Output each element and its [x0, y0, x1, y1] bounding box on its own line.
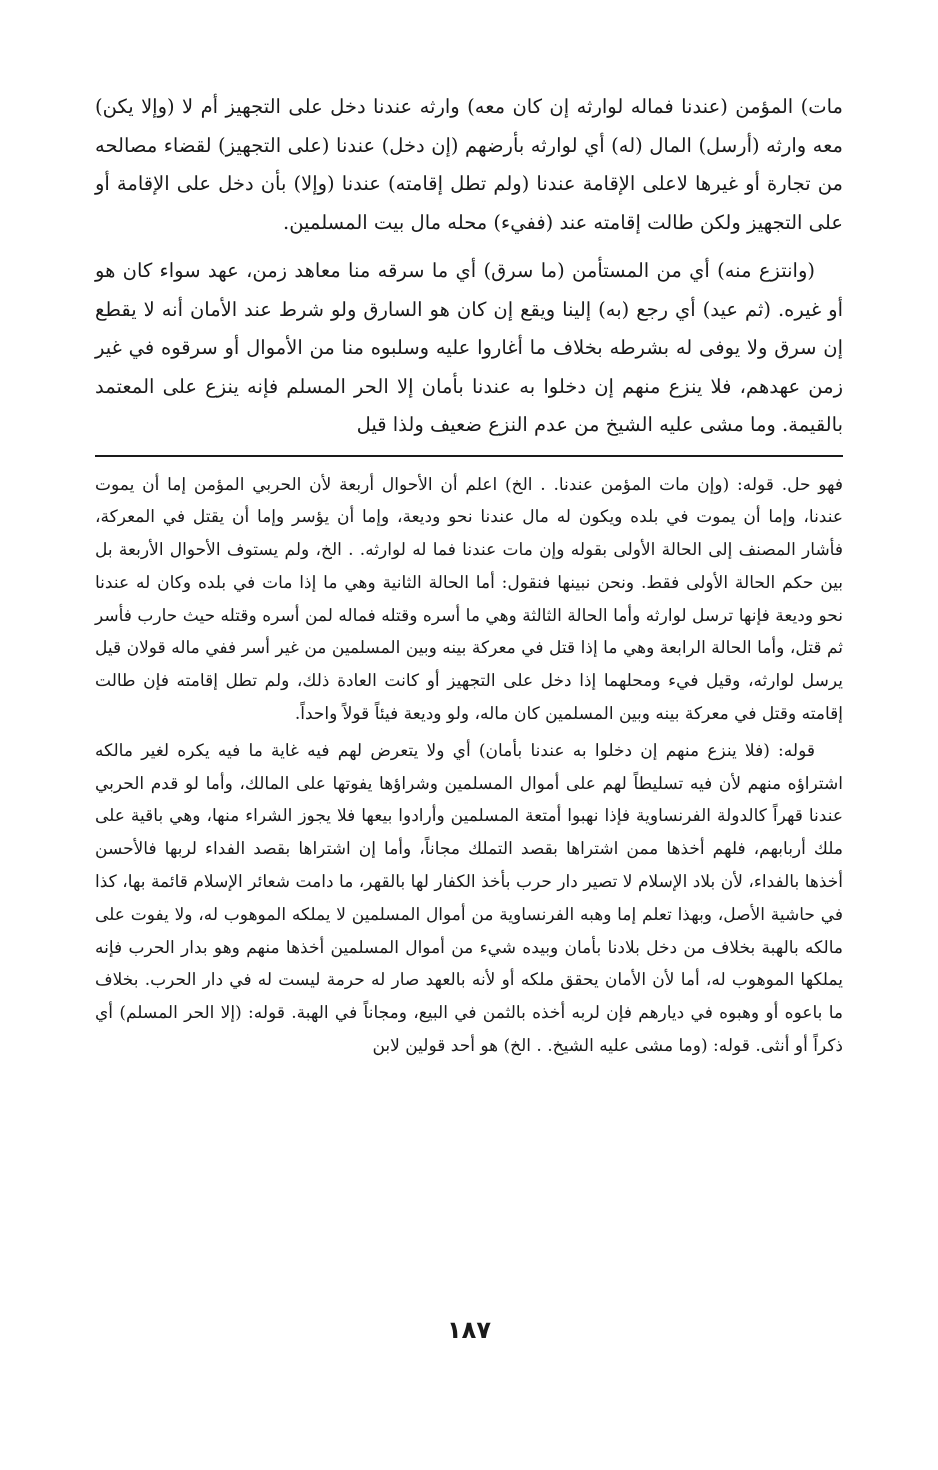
page-number: ١٨٧ — [447, 1316, 491, 1344]
page-body — [95, 88, 843, 1067]
main-paragraph-1: مات) المؤمن (عندنا فماله لوارثه إن كان معه) وارثه عندنا دخل على التجهيز أم لا (وإلا يكن) معه وارثه (أرسل) المال (له) أي لوارثه بأرضهم (إن دخل) عندنا (على التجهيز) لقضاء مصالحه من تجارة أو غيرها لاعلى الإقامة عندنا (ولم تطل إقامته) عندنا (وإلا) بأن دخل على الإقامة أو على التجهيز ولكن طالت إقامته عند (ففيء) محله مال بيت المسلمين. — [95, 95, 843, 234]
main-paragraph-2: (وانتزع منه) أي من المستأمن (ما سرق) أي ما سرقه منا معاهد زمن، عهد سواء كان هو أو غيره. (ثم عيد) أي رجع (به) إلينا ويقع إن كان هو السارق ولو شرط عند الأمان أنه لا يقطع إن سرق ولا يوفى له بشرطه بخلاف ما أغاروا عليه وسلبوه منا من الأموال أو سرقوه في غير زمن عهدهم، فلا ينزع منهم إن دخلوا به عندنا بأمان إلا الحر المسلم فإنه ينزع على المعتمد بالقيمة. وما مشى عليه الشيخ من عدم النزع ضعيف ولذا قيل — [95, 259, 843, 436]
footnote-paragraph-2: قوله: (فلا ينزع منهم إن دخلوا به عندنا بأمان) أي ولا يتعرض لهم فيه غاية ما فيه يكره لغير مالكه اشتراؤه منهم لأن فيه تسليطاً لهم على أموال المسلمين وشراؤها يفوتها على المالك، وأما لو قدم الحربي عندنا قهراً كالدولة الفرنساوية فإذا نهبوا أمتعة المسلمين وأرادوا بيعها فلا يجوز الشراء منها، وهي باقية على ملك أربابهم، فلهم أخذها ممن اشتراها بقصد التملك مجاناً، وأما إن اشتراها بقصد الفداء لربها فالأحسن أخذها بالفداء، لأن بلاد الإسلام لا تصير دار حرب بأخذ الكفار لها بالقهر، ما دامت شعائر الإسلام قائمة بها، كذا في حاشية الأصل، وبهذا تعلم إما وهبه الفرنساوية من أموال المسلمين لا يملكه الموهوب له، ولا يفوت على مالكه بالهبة بخلاف من دخل بلادنا بأمان وبيده شيء من أموال المسلمين أخذها منهم وهو بدار الحرب فإنه يملكها الموهوب له، أما لأن الأمان يحقق ملكه أو لأنه بالعهد صار له حرمة ليست له في دار الحرب. بخلاف ما باعوه أو وهبوه في ديارهم فإن لربه أخذه بالثمن في البيع، ومجاناً في الهبة. قوله: (إلا الحر المسلم) أي ذكراً أو أنثى. قوله: (وما مشى عليه الشيخ. . الخ) هو أحد قولين لابن — [95, 740, 843, 1057]
footnote-paragraph-1: فهو حل. قوله: (وإن مات المؤمن عندنا. . الخ) اعلم أن الأحوال أربعة لأن الحربي المؤمن إما أن يموت عندنا، وإما أن يموت في بلده ويكون له مال عندنا نحو وديعة، وإما أن يؤسر وإما أن يقتل في المعركة، فأشار المصنف إلى الحالة الأولى بقوله وإن مات عندنا فما له لوارثه. . الخ، ولم يستوف الأحوال الأربعة بل بين حكم الحالة الأولى فقط. ونحن نبينها فنقول: أما الحالة الثانية وهي ما إذا مات في بلده وكان له عندنا نحو وديعة فإنها ترسل لوارثه وأما الحالة الثالثة وهي ما أسره وقتله فماله لمن أسره وقتله حيث حارب فأسر ثم قتل، وأما الحالة الرابعة وهي ما إذا قتل في معركة بينه وبين المسلمين من غير أسر ففي ماله قولان قيل يرسل لوارثه، وقيل فيء ومحلهما إذا دخل على التجهيز أو كانت العادة ذلك، ولم تطل إقامته فإن طالت إقامته وقتل في معركة بينه وبين المسلمين كان ماله، ولو وديعة فيئاً قولاً واحداً. — [95, 474, 843, 725]
footnote-divider — [95, 455, 843, 457]
main-text — [95, 88, 843, 445]
footnotes — [95, 469, 843, 1063]
